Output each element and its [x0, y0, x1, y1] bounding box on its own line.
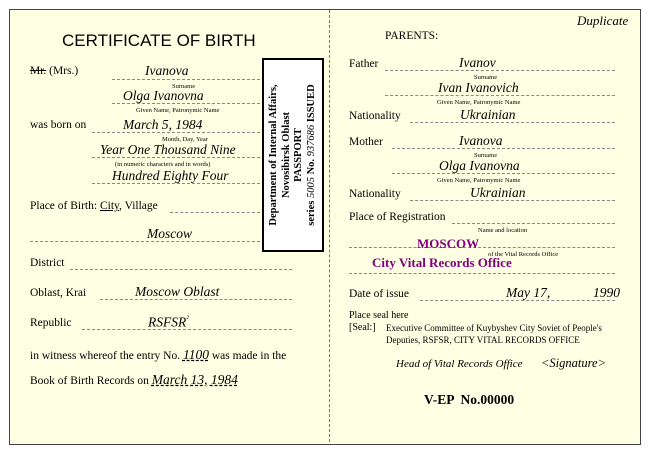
- place-of-birth-label: [30, 200, 158, 212]
- certificate-title: CERTIFICATE OF BIRTH: [62, 31, 256, 50]
- salutation-mrs: (Mrs.): [49, 65, 79, 77]
- year-words-caption: (in numeric characters and in words): [115, 161, 211, 168]
- district-line: [70, 269, 292, 270]
- issue-date-label: Date of issue: [349, 288, 410, 300]
- witness-post: was made in the: [211, 350, 287, 362]
- issue-year: 1990: [593, 285, 620, 300]
- oblast-value: Moscow Oblast: [135, 284, 220, 299]
- birth-year-words-1: Year One Thousand Nine: [100, 142, 236, 157]
- father-given-caption: Given Name, Patronymic Name: [437, 99, 521, 106]
- father-nationality-label: Nationality: [349, 110, 401, 122]
- father-surname: Ivanov: [459, 55, 496, 70]
- republic-footnote-mark: ²: [186, 314, 189, 323]
- stamp-line-3: PASSPORT: [293, 128, 304, 182]
- stamp-no-label: No.: [305, 158, 317, 175]
- republic-value-text: RSFSR: [148, 314, 187, 330]
- birth-year-words-2: Hundred Eighty Four: [112, 168, 229, 183]
- entry-number: 1100: [182, 347, 209, 362]
- registration-city-caption: of the Vital Records Office: [488, 251, 559, 258]
- birth-date-caption: Month, Day, Year: [162, 136, 208, 143]
- place-label-pre: Place of Birth:: [30, 200, 100, 212]
- mother-surname-caption: Surname: [474, 152, 498, 159]
- surname-caption: Surname: [172, 83, 196, 90]
- stamp-line-2: Novosibirsk Oblast: [280, 111, 292, 199]
- republic-value: [148, 314, 189, 331]
- place-of-birth-value: Moscow: [147, 226, 192, 241]
- stamp-series-value: 5005: [305, 177, 317, 199]
- given-name-caption: Given Name, Patronymic Name: [136, 107, 220, 114]
- passport-stamp: [262, 58, 324, 252]
- place-label-post: , Village: [119, 200, 158, 212]
- birth-date: March 5, 1984: [123, 117, 203, 132]
- registration-caption: Name and location: [478, 227, 528, 234]
- seal-text-2: Deputies, RSFSR, CITY VITAL RECORDS OFFICE: [386, 335, 580, 345]
- child-surname: Ivanova: [145, 63, 189, 78]
- parents-label: PARENTS:: [385, 30, 439, 42]
- book-date: March 13, 1984: [151, 372, 238, 387]
- republic-label: Republic: [30, 317, 72, 329]
- father-surname-caption: Surname: [474, 74, 498, 81]
- mother-label: Mother: [349, 136, 383, 148]
- book-label: Book of Birth Records on: [30, 375, 149, 387]
- salutation: [30, 65, 78, 77]
- witness-statement: [30, 347, 286, 363]
- oblast-label: Oblast, Krai: [30, 287, 87, 299]
- mother-surname-line: [392, 148, 615, 149]
- stamp-issued-label: ISSUED: [305, 84, 317, 123]
- registration-city: MOSCOW: [417, 236, 480, 251]
- stamp-line-4: [306, 60, 319, 250]
- place-line-2: [30, 241, 260, 242]
- father-label: Father: [349, 58, 379, 70]
- salutation-mr: Mr.: [30, 65, 47, 77]
- registration-line-3: [349, 273, 615, 274]
- registration-line-2: [349, 247, 615, 248]
- surname-line: [112, 79, 260, 80]
- father-given-name: Ivan Ivanovich: [438, 80, 519, 95]
- seal-place-label: Place seal here: [349, 310, 409, 321]
- born-label: was born on: [30, 119, 87, 131]
- mother-given-name: Olga Ivanovna: [439, 158, 520, 173]
- child-given-name: Olga Ivanovna: [123, 88, 204, 103]
- witness-pre: in witness whereof the entry No.: [30, 350, 181, 362]
- signature: <Signature>: [541, 356, 607, 370]
- mother-nationality-label: Nationality: [349, 188, 401, 200]
- stamp-line-1: Department of Internal Affairs,: [268, 84, 279, 226]
- place-city-underlined: City: [99, 200, 120, 212]
- page-fold-divider: [329, 10, 330, 442]
- registration-line-1: [452, 223, 615, 224]
- registration-label: Place of Registration: [349, 211, 446, 223]
- stamp-number-value: 937686: [305, 124, 317, 157]
- mother-nationality: Ukrainian: [470, 185, 526, 200]
- seal-text-1: Executive Committee of Kuybyshev City Soviet of People's: [386, 323, 602, 333]
- duplicate-label: Duplicate: [577, 13, 629, 28]
- stamp-series-label: series: [305, 200, 317, 226]
- place-line-1: [170, 212, 260, 213]
- book-of-records: [30, 372, 238, 388]
- father-surname-line: [385, 70, 615, 71]
- mother-given-caption: Given Name, Patronymic Name: [437, 177, 521, 184]
- certificate-series-number: V-EP No.00000: [424, 392, 515, 407]
- issue-date: May 17,: [506, 285, 551, 300]
- head-of-office-label: Head of Vital Records Office: [396, 358, 523, 370]
- registration-office: City Vital Records Office: [372, 255, 512, 270]
- father-nationality: Ukrainian: [460, 107, 516, 122]
- mother-surname: Ivanova: [459, 133, 503, 148]
- district-label: District: [30, 257, 65, 269]
- seal-label: [Seal:]: [349, 322, 376, 333]
